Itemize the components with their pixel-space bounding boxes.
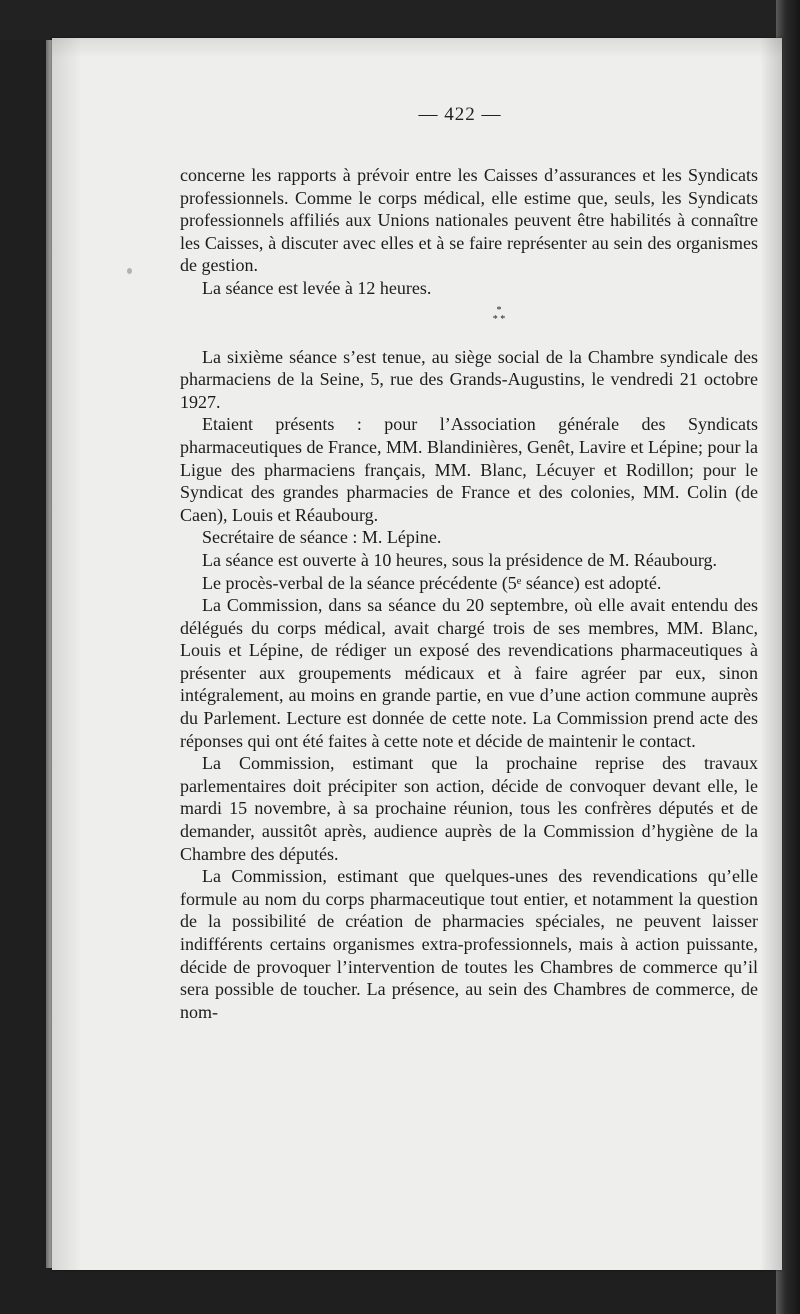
paper-speck: [127, 268, 132, 274]
paragraph-opening: La séance est ouverte à 10 heures, sous la présidence de M. Réaubourg.: [202, 549, 717, 570]
paragraph-minutes: Le procès-verbal de la séance précédente (5ᵉ séance) est adopté.: [202, 572, 662, 593]
paragraph-secretary: Secrétaire de séance : M. Lépine.: [202, 527, 442, 548]
asterism-top: *: [496, 304, 502, 316]
page-number: — 422 —: [418, 104, 502, 125]
body-text: [180, 164, 758, 1023]
section-asterism: [180, 306, 758, 324]
paragraph-commission-note: La Commission, dans sa séance du 20 septembre, où elle avait entendu des délégués du corps médical, avait chargé trois de ses membres, MM. Blanc, Louis et Lépine, de rédiger un exposé des revendications pharmaceutiques à présenter aux groupements médicaux et à faire agréer par eux, sinon intégralement, au moins en grande partie, en vue d’une action commune auprès du Parlement. Lecture est donnée de cette note. La Commission prend acte des réponses qui ont été faites à cette note et décide de maintenir le contact.: [180, 595, 758, 751]
scan-background-top: [0, 0, 800, 40]
paragraph-attendees: Etaient présents : pour l’Association générale des Syndicats pharmaceutiques de France, MM. Blandinières, Genêt, Lavire et Lépine; pour la Ligue des pharmaciens français, MM. Blanc, Lécuyer et Rodillon; pour le Syndicat des grandes pharmacies de France et des colonies, MM. Colin (de Caen), Louis et Réaubourg.: [180, 414, 758, 525]
paragraph-continuation: concerne les rapports à prévoir entre les Caisses d’assurances et les Syndicats professionnels. Comme le corps médical, elle estime que, seuls, les Syndicats professionnels affiliés aux Unions nationales peuvent être habilités à connaître les Caisses, à discuter avec elles et à se faire représenter au sein des organismes de gestion.: [180, 165, 758, 276]
paragraph-commission-commerce: La Commission, estimant que quelques-unes des revendications qu’elle formule au nom du corps pharmaceutique tout entier, et notamment la question de la possibilité de création de pharmacies spéciales, ne peuvent laisser indifférents certains organismes extra-professionnels, mais à action puissante, décide de provoquer l’intervention de toutes les Chambres de commerce qu’il sera possible de toucher. La présence, au sein des Chambres de commerce, de nom-: [180, 866, 758, 1022]
paragraph-closing: La séance est levée à 12 heures.: [202, 277, 432, 298]
paragraph-session-intro: La sixième séance s’est tenue, au siège social de la Chambre syndicale des pharmaciens de la Seine, 5, rue des Grands-Augustins, le vendredi 21 octobre 1927.: [180, 346, 758, 412]
asterism-bottom: * *: [492, 313, 506, 325]
paragraph-commission-action: La Commission, estimant que la prochaine reprise des travaux parlementaires doit précipiter son action, décide de convoquer devant elle, le mardi 15 novembre, à sa prochaine réunion, tous les confrères députés et de demander, aussitôt après, audience auprès de la Commission d’hygiène de la Chambre des députés.: [180, 753, 758, 864]
